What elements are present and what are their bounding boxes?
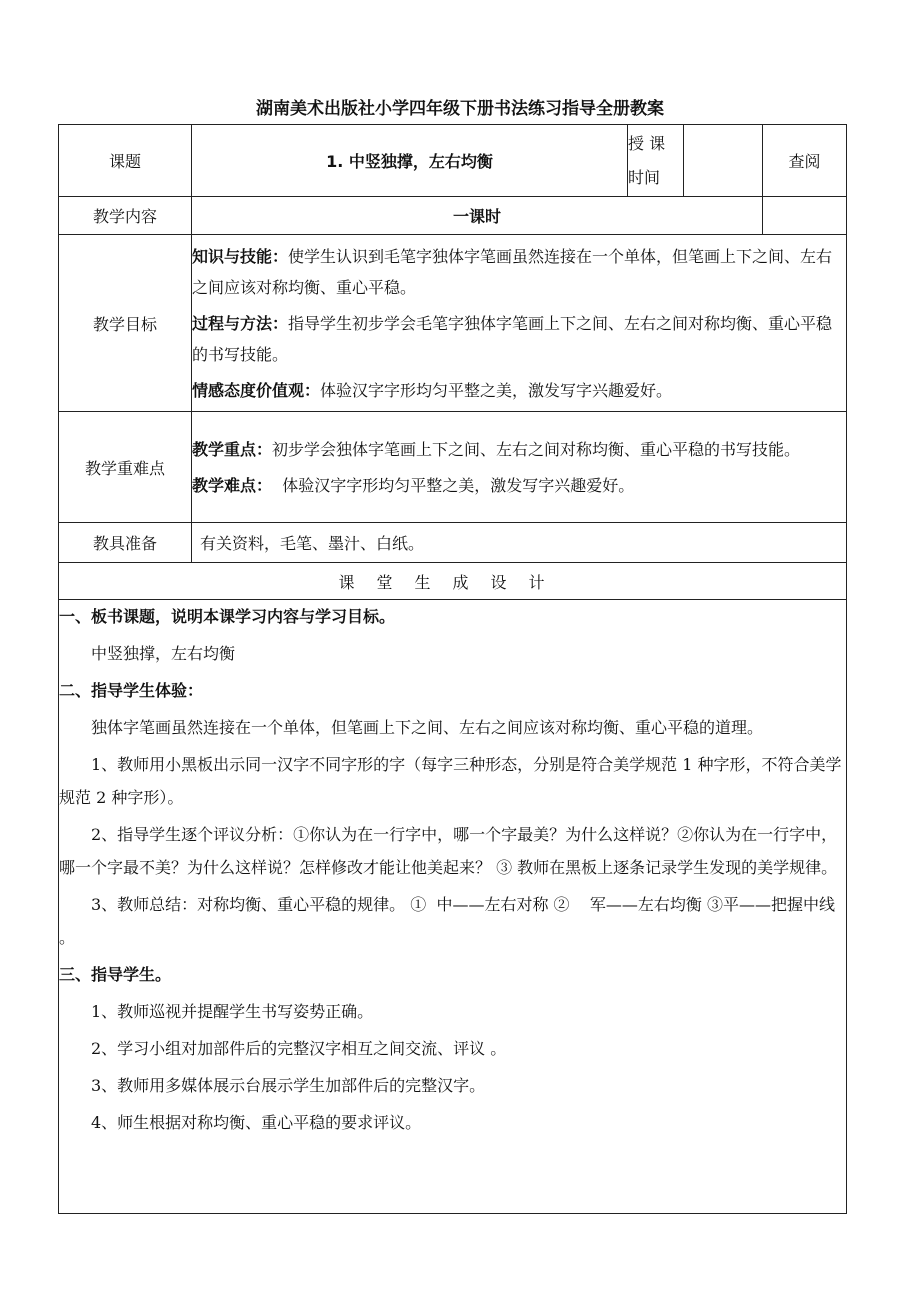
keys-row <box>59 412 847 523</box>
document-title: 湖南美术出版社小学四年级下册书法练习指导全册教案 <box>256 99 664 119</box>
topic-label: 课题 <box>59 125 192 197</box>
goal-attitude-head: 情感态度价值观： <box>192 380 321 400</box>
content-value: 一课时 <box>192 197 763 235</box>
goals-content <box>192 235 847 412</box>
section-2-text-3: 2、指导学生逐个评议分析：①你认为在一行字中，哪一个字最美？为什么这样说？②你认为在一行字中，哪一个字最不美？为什么这样说？怎样修改才能让他美起来？ ③ 教师在黑板上逐条记录学生发现的美学规律。 <box>59 825 838 877</box>
goals-label: 教学目标 <box>59 235 192 412</box>
content-label: 教学内容 <box>59 197 192 235</box>
design-header: 课堂生成设计 <box>59 563 847 600</box>
goal-attitude <box>192 375 846 406</box>
keys-label: 教学重难点 <box>59 412 192 523</box>
goals-row <box>59 235 847 412</box>
section-1-text: 中竖独撑，左右均衡 <box>91 644 236 663</box>
goal-attitude-text: 体验汉字字形均匀平整之美，激发写字兴趣爱好。 <box>320 380 673 400</box>
keys-content <box>192 412 847 523</box>
difficult-point-head: 教学难点： <box>192 475 273 495</box>
content-review-cell <box>763 197 847 235</box>
class-time-label-line2: 时间 <box>628 167 661 187</box>
design-header-row <box>59 563 847 600</box>
section-3-text-1: 1、教师巡视并提醒学生书写姿势正确。 <box>91 1002 374 1021</box>
section-3-text-4: 4、师生根据对称均衡、重心平稳的要求评议。 <box>91 1113 422 1132</box>
class-time-label-line1: 授 课 <box>628 133 666 153</box>
goal-process-text: 指导学生初步学会毛笔字独体字笔画上下之间、左右之间对称均衡、重心平稳的书写技能。 <box>192 313 833 364</box>
lesson-title: 1. 中竖独撑，左右均衡 <box>192 125 628 197</box>
class-time-label <box>628 125 684 197</box>
difficult-point <box>192 470 846 501</box>
section-3-text-3: 3、教师用多媒体展示台展示学生加部件后的完整汉字。 <box>91 1076 486 1095</box>
section-2-text-1: 独体字笔画虽然连接在一个单体，但笔画上下之间、左右之间应该对称均衡、重心平稳的道理。 <box>91 718 764 737</box>
key-point-head: 教学重点： <box>192 439 273 459</box>
difficult-point-text: 体验汉字字形均匀平整之美，激发写字兴趣爱好。 <box>272 475 635 495</box>
section-3-heading: 三、指导学生。 <box>59 965 172 984</box>
tools-value: 有关资料，毛笔、墨汁、白纸。 <box>192 523 847 563</box>
goal-knowledge <box>192 241 846 303</box>
section-3-text-2: 2、学习小组对加部件后的完整汉字相互之间交流、评议 。 <box>91 1039 507 1058</box>
review-label: 查阅 <box>763 125 847 197</box>
design-body <box>59 600 847 1214</box>
section-2-text-4: 3、教师总结：对称均衡、重心平稳的规律。 ① 中——左右对称 ② 军——左右均衡 ③平——把握中线 。 <box>59 895 841 947</box>
goal-process <box>192 308 846 370</box>
design-body-row <box>59 600 847 1214</box>
content-row <box>59 197 847 235</box>
section-2-text-2: 1、教师用小黑板出示同一汉字不同字形的字（每字三种形态，分别是符合美学规范 1 种字形，不符合美学规范 2 种字形）。 <box>59 755 842 807</box>
class-time-value <box>684 125 763 197</box>
tools-row <box>59 523 847 563</box>
goal-knowledge-text: 使学生认识到毛笔字独体字笔画虽然连接在一个单体，但笔画上下之间、左右之间应该对称均衡、重心平稳。 <box>192 246 833 297</box>
goal-process-head: 过程与方法： <box>192 313 289 333</box>
topic-row <box>59 125 847 197</box>
section-2-heading: 二、指导学生体验： <box>59 681 204 700</box>
lesson-plan-table <box>58 124 847 1214</box>
goal-knowledge-head: 知识与技能： <box>192 246 289 266</box>
key-point-text: 初步学会独体字笔画上下之间、左右之间对称均衡、重心平稳的书写技能。 <box>272 439 801 459</box>
section-1-heading: 一、板书课题，说明本课学习内容与学习目标。 <box>59 607 396 626</box>
tools-label: 教具准备 <box>59 523 192 563</box>
key-point <box>192 434 846 465</box>
